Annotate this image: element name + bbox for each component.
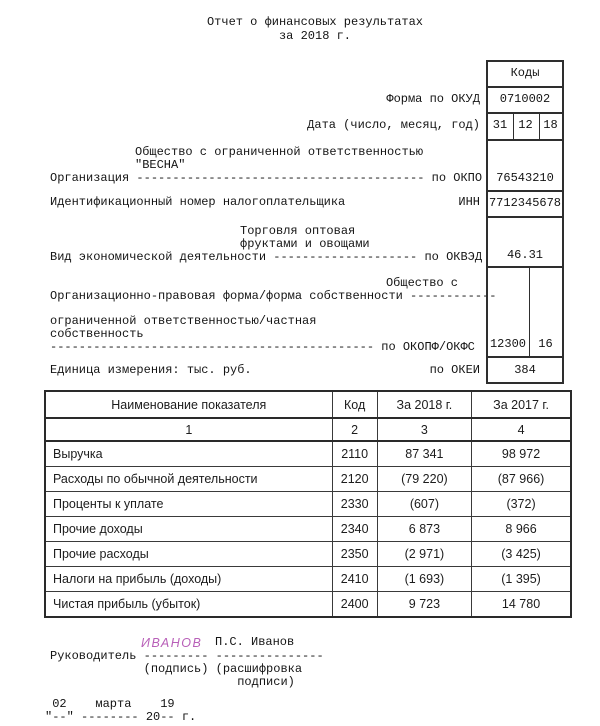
table-header-row <box>45 391 571 418</box>
indicator-name-cell: Налоги на прибыль (доходы) <box>45 567 332 592</box>
code-cell: 2400 <box>332 592 377 618</box>
okud-label: Форма по ОКУД <box>386 92 480 106</box>
document-title-line1: Отчет о финансовых результатах <box>206 15 424 29</box>
indicator-name-cell: Прочие доходы <box>45 517 332 542</box>
organization-label-line: Организация ---------------------------------------- по ОКПО <box>50 171 483 185</box>
divider <box>488 266 562 268</box>
value-2018-cell: 87 341 <box>377 441 471 467</box>
value-2018-cell: (2 971) <box>377 542 471 567</box>
table-row <box>45 467 571 492</box>
signature-caption-line2: подписи) <box>50 675 295 689</box>
okpo-value: 76543210 <box>496 171 554 185</box>
financial-indicators-table <box>44 390 572 618</box>
table-row <box>45 542 571 567</box>
column-number: 3 <box>377 418 471 441</box>
codes-header: Коды <box>510 66 540 80</box>
okopf-value-line1: Общество с <box>385 276 458 290</box>
signature-role-line: Руководитель --------- --------------- <box>50 649 324 663</box>
codes-column-box <box>486 60 564 384</box>
indicator-name-cell: Прочие расходы <box>45 542 332 567</box>
value-2018-cell: 9 723 <box>377 592 471 618</box>
date-label: Дата (число, месяц, год) <box>307 118 480 132</box>
value-2018-cell: (79 220) <box>377 467 471 492</box>
divider <box>488 216 562 218</box>
code-cell: 2340 <box>332 517 377 542</box>
okopf-code-line: --------------------------------------------- по ОКОПФ/ОКФС <box>50 340 475 354</box>
value-2018-cell: (607) <box>377 492 471 517</box>
value-2017-cell: (1 395) <box>472 567 571 592</box>
document-title-line2: за 2018 г. <box>278 29 351 43</box>
code-cell: 2410 <box>332 567 377 592</box>
okei-code-label: по ОКЕИ <box>429 363 480 377</box>
okei-label: Единица измерения: тыс. руб. <box>50 363 252 377</box>
date-day-value: 31 <box>492 118 508 132</box>
column-number: 2 <box>332 418 377 441</box>
value-2017-cell: (372) <box>472 492 571 517</box>
column-number: 1 <box>45 418 332 441</box>
indicator-name-cell: Чистая прибыль (убыток) <box>45 592 332 618</box>
okopf-value-line2: ограниченной ответственностью/частная <box>50 314 317 328</box>
indicator-name-cell: Расходы по обычной деятельности <box>45 467 332 492</box>
signature-caption-line1: (подпись) (расшифровка <box>50 662 303 676</box>
okved-value: 46.31 <box>506 248 543 262</box>
activity-name-line1: Торговля оптовая <box>240 224 356 238</box>
value-2018-cell: 6 873 <box>377 517 471 542</box>
organization-name-line1: Общество с ограниченной ответственностью <box>135 145 424 159</box>
divider <box>488 112 562 114</box>
value-2017-cell: 8 966 <box>472 517 571 542</box>
table-row <box>45 517 571 542</box>
okved-label-line: Вид экономической деятельности -------------------- по ОКВЭД <box>50 250 483 264</box>
divider <box>488 86 562 88</box>
okopf-value-line3: собственность <box>50 327 144 341</box>
signature-name: П.С. Иванов <box>215 635 295 649</box>
value-2017-cell: 14 780 <box>472 592 571 618</box>
code-cell: 2110 <box>332 441 377 467</box>
activity-name-line2: фруктами и овощами <box>240 237 370 251</box>
organization-name-line2: "ВЕСНА" <box>135 158 186 172</box>
header-year-2018: За 2018 г. <box>377 391 471 418</box>
code-cell: 2120 <box>332 467 377 492</box>
header-year-2017: За 2017 г. <box>472 391 571 418</box>
table-row <box>45 441 571 467</box>
column-numbers-row <box>45 418 571 441</box>
value-2017-cell: (87 966) <box>472 467 571 492</box>
indicator-name-cell: Выручка <box>45 441 332 467</box>
divider <box>488 356 562 358</box>
table-row <box>45 567 571 592</box>
value-2017-cell: (3 425) <box>472 542 571 567</box>
table-row <box>45 592 571 618</box>
date-month-value: 12 <box>518 118 533 132</box>
okfs-value: 16 <box>538 337 553 351</box>
divider <box>488 190 562 192</box>
indicator-name-cell: Проценты к уплате <box>45 492 332 517</box>
code-cell: 2330 <box>332 492 377 517</box>
inn-value: 7712345678 <box>488 196 561 210</box>
okei-value: 384 <box>514 363 536 377</box>
divider <box>488 139 562 141</box>
header-code: Код <box>332 391 377 418</box>
value-2017-cell: 98 972 <box>472 441 571 467</box>
value-2018-cell: (1 693) <box>377 567 471 592</box>
code-cell: 2350 <box>332 542 377 567</box>
column-number: 4 <box>472 418 571 441</box>
table-row <box>45 492 571 517</box>
okopf-value: 12300 <box>489 337 526 351</box>
okud-value: 0710002 <box>499 92 551 106</box>
handwritten-signature: ИВАНОВ <box>141 636 203 650</box>
inn-label: Идентификационный номер налогоплательщика <box>50 195 346 209</box>
report-date-values: 02 марта 19 <box>45 697 175 711</box>
inn-code-label: ИНН <box>458 195 480 209</box>
date-year-value: 18 <box>543 118 558 132</box>
header-indicator-name: Наименование показателя <box>45 391 332 418</box>
okopf-label-line: Организационно-правовая форма/форма собственности ------------ <box>50 289 497 303</box>
report-date-template: "--" -------- 20-- г. <box>45 710 197 724</box>
